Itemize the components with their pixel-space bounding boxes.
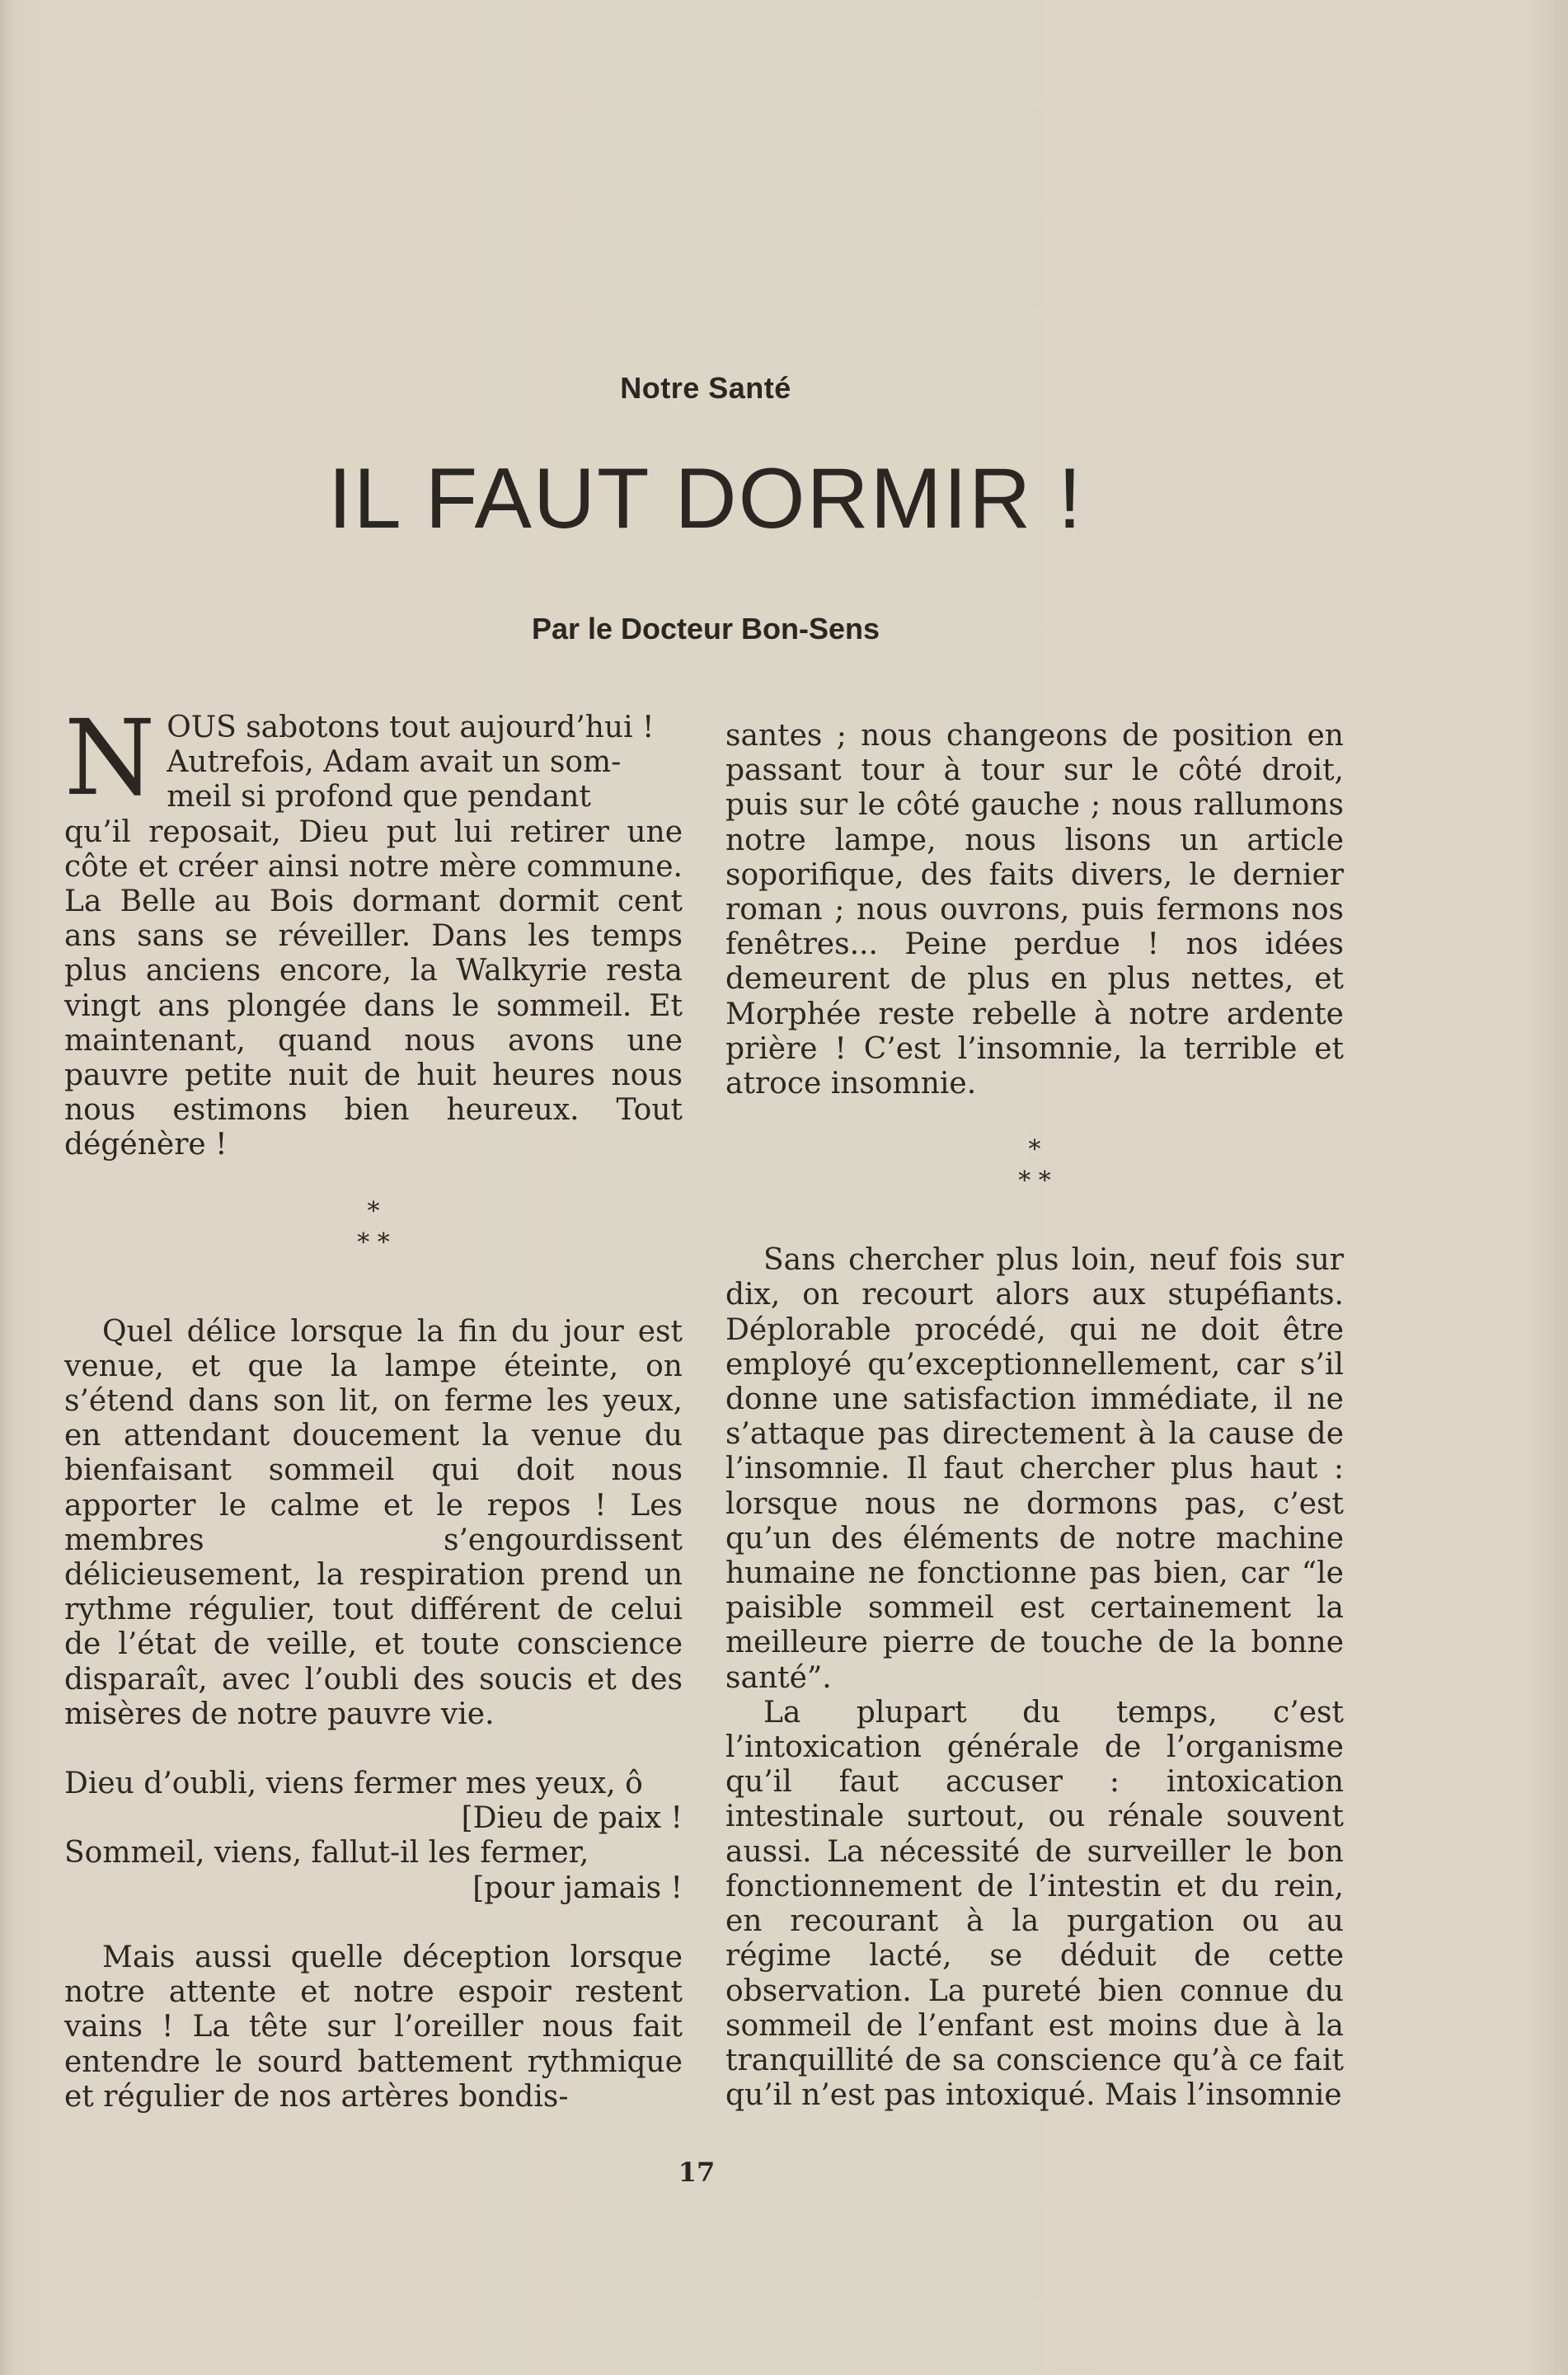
verse-line-1: Dieu d’oubli, viens fermer mes yeux, ô bbox=[64, 1767, 643, 1801]
divider-stars-bottom: * * bbox=[1018, 1166, 1051, 1196]
section-divider-stars bbox=[725, 1134, 1344, 1197]
body-paragraph: Quel délice lorsque la fin du jour est venue, et que la lampe éteinte, on s’étend dans son lit, on ferme les yeux, en attendant doucement la venue du bienfaisant sommeil qui doit nous apporter le calme et le repos ! Les membres s’engourdissent délicieusement, la respiration prend un rythme régulier, tout différent de celui de l’état de veille, et toute conscience disparaît, avec l’oubli des soucis et des misères de notre pauvre vie. bbox=[64, 1314, 683, 1731]
opening-line-2: Autrefois, Adam avait un som- bbox=[167, 745, 622, 780]
body-paragraph: santes ; nous changeons de position en passant tour à tour sur le côté droit, puis sur le côté gauche ; nous rallumons notre lampe, nous lisons un article soporifique, des faits divers, le dernier roman ; nous ouvrons, puis fermons nos fenêtres... Peine perdue ! nos idées demeurent de plus en plus nettes, et Morphée reste rebelle à notre ardente prière ! C’est l’insomnie, la terrible et atroce insomnie. bbox=[725, 719, 1344, 1101]
opening-paragraph-rest: qu’il reposait, Dieu put lui retirer une côte et créer ainsi notre mère commune. La Belle au Bois dormant dormit cent ans sans se réveiller. Dans les temps plus anciens encore, la Walkyrie resta vingt ans plongée dans le sommeil. Et maintenant, quand nous avons une pauvre petite nuit de huit heures nous nous estimons bien heureux. Tout dégénère ! bbox=[64, 814, 683, 1162]
verse-line-1-continuation: [Dieu de paix ! bbox=[461, 1801, 683, 1836]
verse-line-2: Sommeil, viens, fallut-il les fermer, bbox=[64, 1836, 589, 1870]
divider-star-top: * bbox=[1028, 1135, 1041, 1165]
body-paragraph: Mais aussi quelle déception lorsque notre attente et notre espoir restent vains ! La tête sur l’oreiller nous fait entendre le sourd battement rythmique et régulier de nos artères bondis- bbox=[64, 1940, 683, 2114]
page-number: 17 bbox=[678, 2157, 716, 2188]
right-column bbox=[725, 719, 1344, 2113]
section-divider-stars bbox=[64, 1196, 683, 1259]
divider-stars-bottom: * * bbox=[357, 1227, 390, 1257]
verse-line-2-continuation: [pour jamais ! bbox=[472, 1870, 683, 1905]
body-paragraph: La plupart du temps, c’est l’intoxication générale de l’organisme qu’il faut accuser : intoxication intestinale surtout, ou rénale souvent aussi. La nécessité de surveiller le bon fonctionnement de l’intestin et du rein, en recourant à la purgation ou au régime lacté, se déduit de cette observation. La pureté bien connue du sommeil de l’enfant est moins due à la tranquillité de sa conscience qu’à ce fait qu’il n’est pas intoxiqué. Mais l’insomnie bbox=[725, 1695, 1344, 2113]
drop-cap: N bbox=[64, 697, 156, 819]
opening-paragraph bbox=[64, 697, 683, 1163]
verse-block bbox=[64, 1767, 683, 1906]
body-paragraph: Sans chercher plus loin, neuf fois sur dix, on recourt alors aux stupéfiants. Déplorable procédé, qui ne doit être employé qu’exceptionnellement, car s’il donne une satisfaction immédiate, il ne s’attaque pas directement à la cause de l’insomnie. Il faut chercher plus haut : lorsque nous ne dormons pas, c’est qu’un des éléments de notre machine humaine ne fonctionne pas bien, car “le paisible sommeil est certainement la meilleure pierre de touche de la bonne santé”. bbox=[725, 1243, 1344, 1695]
opening-line-3: meil si profond que pendant bbox=[167, 780, 591, 814]
section-label: Notre Santé bbox=[620, 371, 791, 405]
left-column bbox=[64, 697, 683, 2115]
article-byline: Par le Docteur Bon-Sens bbox=[531, 612, 880, 645]
divider-star-top: * bbox=[367, 1196, 380, 1226]
article-title: IL FAUT DORMIR ! bbox=[327, 451, 1084, 547]
opening-line-1: OUS sabotons tout aujourd’hui ! bbox=[167, 711, 655, 744]
